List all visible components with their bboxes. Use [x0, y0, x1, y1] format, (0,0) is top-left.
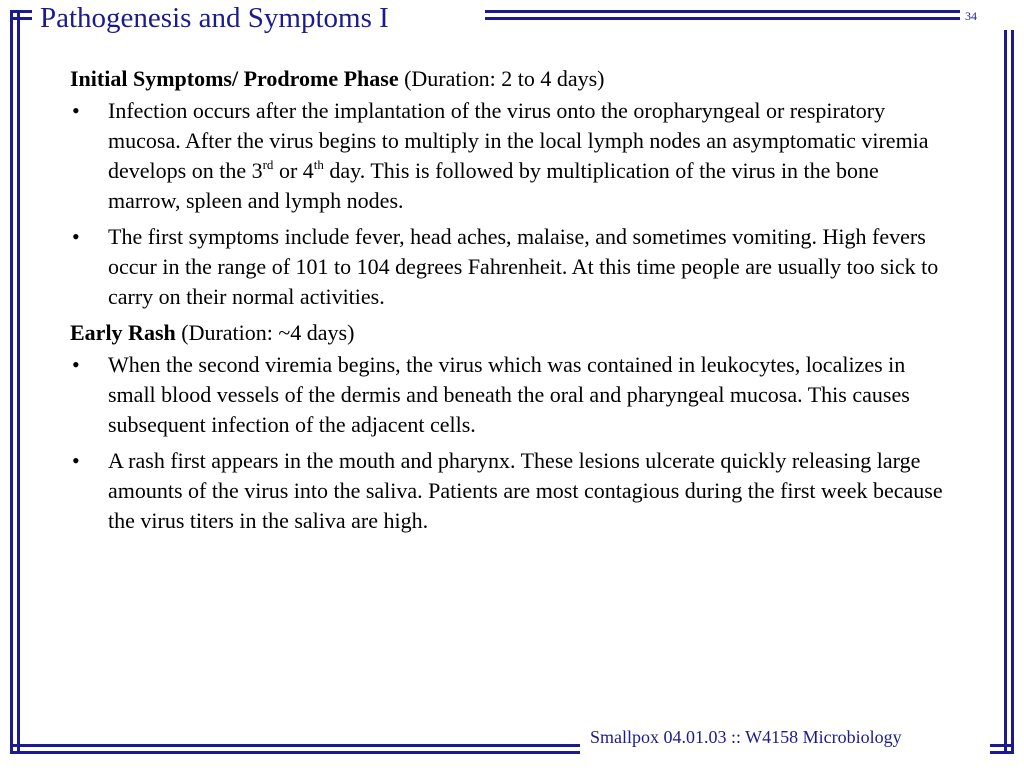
frame-line-bottom-left-inner — [10, 751, 580, 754]
bullet-text: day. This is followed by multiplication of the virus in the bone marrow, spleen and lymph nodes. — [108, 158, 879, 213]
bullet-text: Infection occurs after the implantation of the virus onto the oropharyngeal or respiratory mucosa. After the virus begins to multiply in the local lymph nodes an asymptomatic viremia develops on the 3 — [108, 98, 929, 183]
section-heading-bold: Early Rash — [70, 320, 176, 345]
bullet-marker: • — [72, 224, 80, 249]
bullet-item — [70, 222, 950, 312]
bullet-text: A rash first appears in the mouth and pharynx. These lesions ulcerate quickly releasing large amounts of the virus into the saliva. Patients are most contagious during the first week because the virus titers in the saliva are high. — [108, 448, 943, 533]
slide-footer: Smallpox 04.01.03 :: W4158 Microbiology — [590, 727, 902, 747]
bullet-list-early-rash — [70, 350, 950, 536]
bullet-text: When the second viremia begins, the virus which was contained in leukocytes, localizes in small blood vessels of the dermis and beneath the oral and pharyngeal mucosa. This causes subsequent infection of the adjacent cells. — [108, 352, 910, 437]
frame-line-bottom-left-outer — [10, 744, 580, 747]
frame-line-right-outer — [1011, 30, 1014, 752]
section-heading-duration: (Duration: 2 to 4 days) — [398, 66, 605, 91]
bullet-marker: • — [72, 352, 80, 377]
bullet-marker: • — [72, 98, 80, 123]
slide-title: Pathogenesis and Symptoms I — [40, 2, 389, 34]
section-heading-bold: Initial Symptoms/ Prodrome Phase — [70, 66, 399, 91]
frame-line-top-left-outer — [10, 10, 32, 13]
frame-line-right-inner — [1004, 30, 1007, 752]
section-heading-duration: (Duration: ~4 days) — [175, 320, 355, 345]
page-number: 34 — [965, 9, 977, 23]
frame-line-top-right-outer — [485, 10, 960, 13]
bullet-list-prodrome — [70, 96, 950, 312]
bullet-text: or 4 — [273, 158, 314, 183]
ordinal-suffix: th — [313, 157, 324, 172]
frame-line-left-outer — [10, 10, 13, 752]
slide-content — [70, 64, 950, 542]
bullet-marker: • — [72, 448, 80, 473]
frame-line-left-inner — [17, 10, 20, 752]
frame-line-top-right-inner — [485, 17, 960, 20]
bullet-item — [70, 446, 950, 536]
frame-line-bottom-right-outer — [990, 744, 1014, 747]
section-heading-early-rash — [70, 318, 950, 348]
bullet-item — [70, 96, 950, 216]
bullet-item — [70, 350, 950, 440]
ordinal-suffix: rd — [262, 157, 274, 172]
section-heading-prodrome — [70, 64, 950, 94]
frame-line-bottom-right-inner — [990, 751, 1014, 754]
bullet-text: The first symptoms include fever, head aches, malaise, and sometimes vomiting. High fevers occur in the range of 101 to 104 degrees Fahrenheit. At this time people are usually too sick to carry on their normal activities. — [108, 224, 939, 309]
frame-line-top-left-inner — [10, 17, 32, 20]
